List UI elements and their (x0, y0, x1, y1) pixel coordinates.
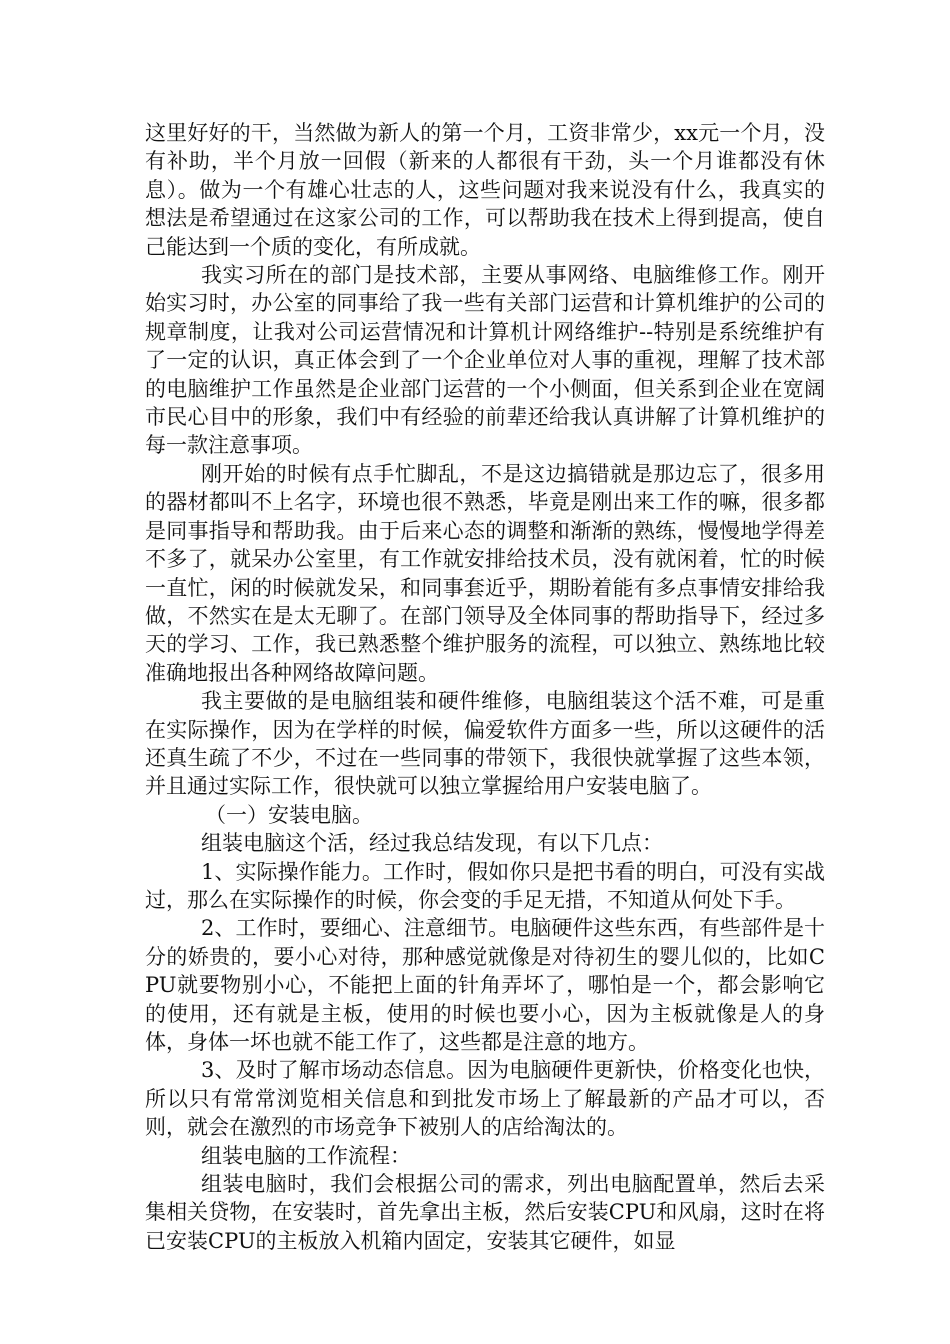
section-heading-install: （一）安装电脑。 (205, 802, 373, 827)
paragraph-salary: 这里好好的干，当然做为新人的第一个月，工资非常少，xx元一个月，没有补助，半个月放一回假（新来的人都很有干劲，头一个月谁都没有休息）。做为一个有雄心壮志的人，这些问题对我来说没有什么，我真实的想法是希望通过在这家公司的工作，可以帮助我在技术上得到提高，使自己能达到一个质的变化，有所成就。 (145, 121, 825, 259)
body-text (145, 119, 825, 1255)
list-item-1: 1、实际操作能力。工作时，假如你只是把书看的明白，可没有实战过，那么在实际操作的时候，你会变的手足无措，不知道从何处下手。 (145, 859, 825, 912)
workflow-heading: 组装电脑的工作流程： (201, 1143, 411, 1168)
paragraph-beginning: 刚开始的时候有点手忙脚乱，不是这边搞错就是那边忘了，很多用的器材都叫不上名字，环境也很不熟悉，毕竟是刚出来工作的嘛，很多都是同事指导和帮助我。由于后来心态的调整和渐渐的熟练，慢慢地学得差不多了，就呆办公室里，有工作就安排给技术员，没有就闲着，忙的时候一直忙，闲的时候就发呆，和同事套近乎，期盼着能有多点事情安排给我做，不然实在是太无聊了。在部门领导及全体同事的帮助指导下，经过多天的学习、工作，我已熟悉整个维护服务的流程，可以独立、熟练地比较准确地报出各种网络故障问题。 (145, 461, 825, 685)
list-item-3: 3、及时了解市场动态信息。因为电脑硬件更新快，价格变化也快，所以只有常常浏览相关信息和到批发市场上了解最新的产品才可以，否则，就会在激烈的市场竞争下被别人的店给淘汰的。 (145, 1058, 825, 1140)
list-item-2: 2、工作时，要细心、注意细节。电脑硬件这些东西，有些部件是十分的娇贵的，要小心对待，那种感觉就像是对待初生的婴儿似的，比如CPU就要物别小心，不能把上面的针角弄坏了，哪怕是一个，都会影响它的使用，还有就是主板，使用的时候也要小心，因为主板就像是人的身体，身体一坏也就不能工作了，这些都是注意的地方。 (145, 916, 825, 1054)
paragraph-workflow: 组装电脑时，我们会根据公司的需求，列出电脑配置单，然后去采集相关贷物，在安装时，首先拿出主板，然后安装CPU和风扇，这时在将已安装CPU的主板放入机箱内固定，安装其它硬件，如显 (145, 1172, 825, 1253)
paragraph-main-work: 我主要做的是电脑组装和硬件维修，电脑组装这个活不难，可是重在实际操作，因为在学样的时候，偏爱软件方面多一些，所以这硬件的活还真生疏了不少，不过在一些同事的带领下，我很快就掌握了这些本领，并且通过实际工作，很快就可以独立掌握给用户安装电脑了。 (145, 689, 825, 799)
paragraph-summary-intro: 组装电脑这个活，经过我总结发现，有以下几点： (201, 831, 663, 856)
paragraph-department: 我实习所在的部门是技术部，主要从事网络、电脑维修工作。刚开始实习时，办公室的同事给了我一些有关部门运营和计算机维护的公司的规章制度，让我对公司运营情况和计算机计网络维护--特别是系统维护有了一定的认识，真正体会到了一个企业单位对人事的重视，理解了技术部的电脑维护工作虽然是企业部门运营的一个小侧面，但关系到企业在宽阔市民心目中的形象，我们中有经验的前辈还给我认真讲解了计算机维护的每一款注意事项。 (145, 263, 825, 458)
